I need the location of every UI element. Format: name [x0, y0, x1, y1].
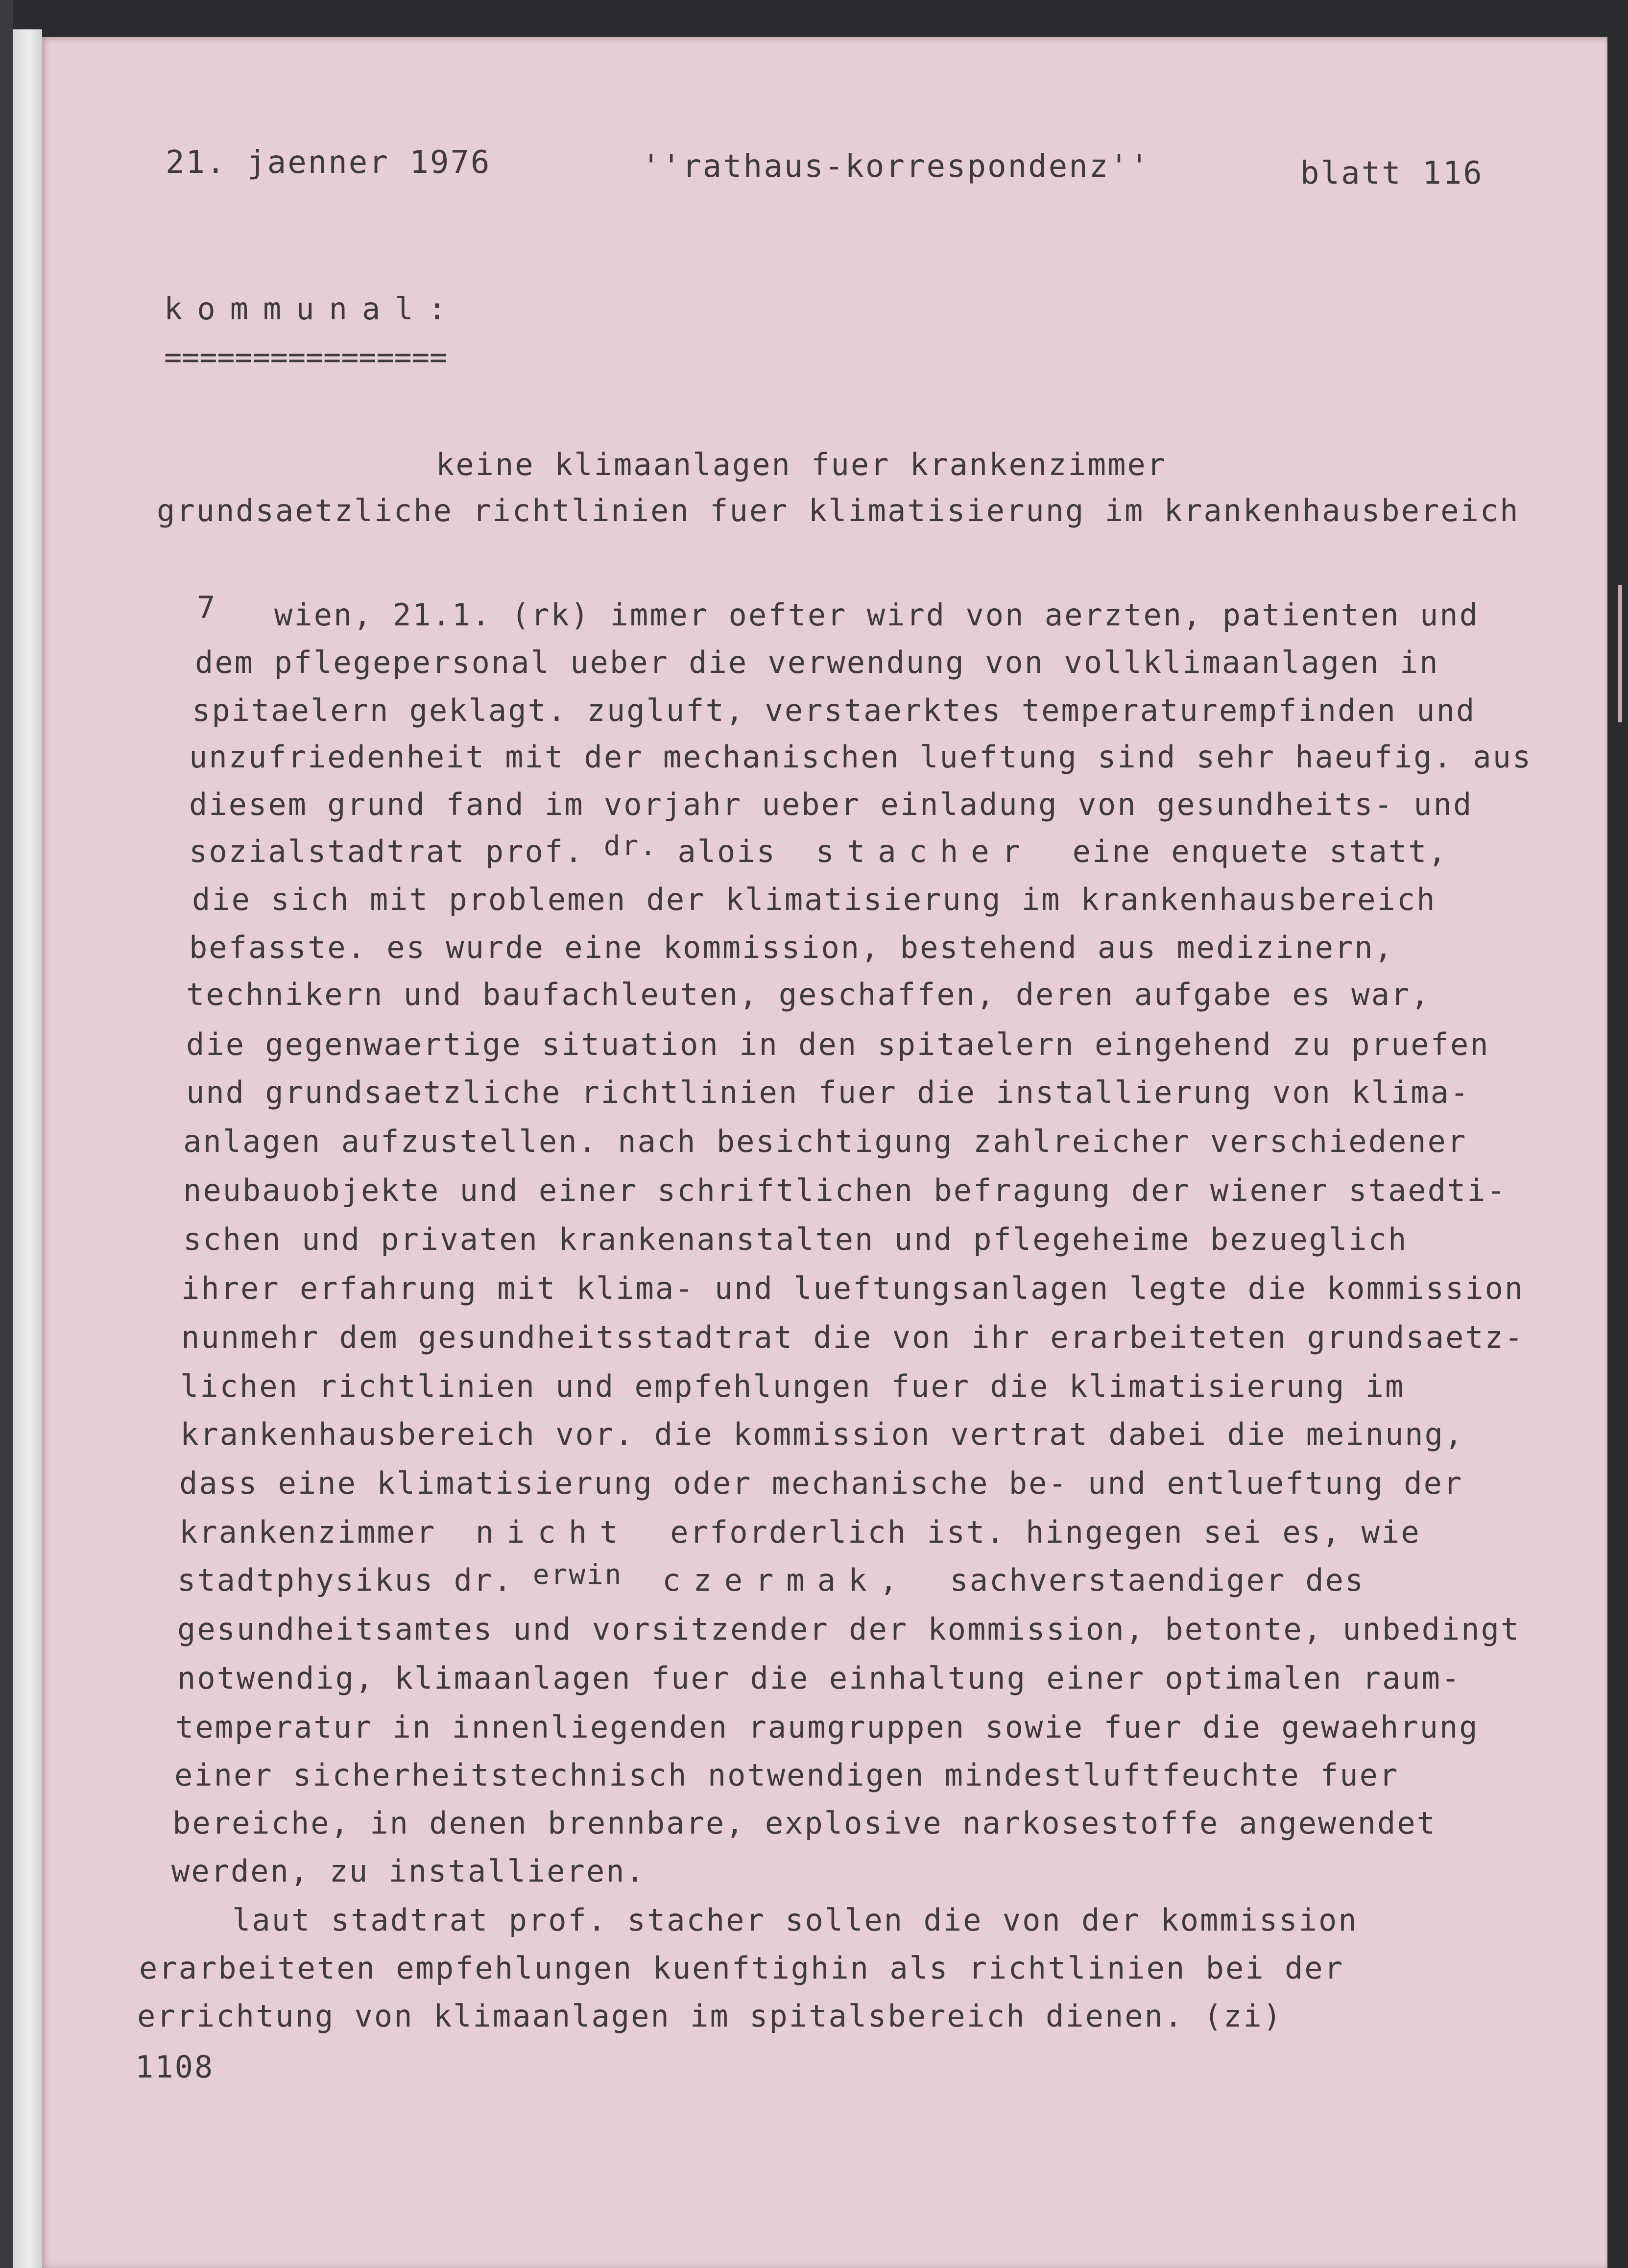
paper-edge-mark: [1618, 585, 1622, 722]
body-text: sozialstadtrat prof.: [189, 834, 584, 869]
header-publication: ''rathaus-korrespondenz'': [642, 148, 1150, 185]
body-line: technikern und baufachleuten, geschaffen, deren aufgabe es war,: [186, 977, 1431, 1012]
body-line: temperatur in innenliegenden raumgruppen sowie fuer die gewaehrung: [175, 1709, 1479, 1745]
section-underline: ================: [164, 340, 447, 375]
body-line: werden, zu installieren.: [171, 1853, 646, 1889]
body-line: gesundheitsamtes und vorsitzender der kommission, betonte, unbedingt: [177, 1611, 1521, 1647]
body-line: [177, 1559, 1365, 1598]
body-text-raised: erwin: [532, 1559, 623, 1591]
binder-edge: [0, 0, 13, 2268]
body-line: und grundsaetzliche richtlinien fuer die installierung von klima-: [186, 1074, 1470, 1110]
body-line: erarbeiteten empfehlungen kuenftighin als richtlinien bei der: [139, 1950, 1344, 1986]
body-line: spitaelern geklagt. zugluft, verstaerktes temperaturempfinden und: [192, 692, 1476, 728]
body-line: schen und privaten krankenanstalten und pflegeheime bezueglich: [183, 1221, 1408, 1257]
body-line: die sich mit problemen der klimatisierung im krankenhausbereich: [192, 882, 1436, 917]
body-line: anlagen aufzustellen. nach besichtigung zahlreicher verschiedener: [183, 1123, 1467, 1159]
body-line: lichen richtlinien und empfehlungen fuer die klimatisierung im: [180, 1368, 1405, 1404]
body-line: errichtung von klimaanlagen im spitalsbereich dienen. (zi): [137, 1998, 1283, 2034]
body-text-spaced-emphasis: nicht: [475, 1514, 631, 1550]
header-sheet-number: blatt 116: [1300, 155, 1484, 191]
body-line: unzufriedenheit mit der mechanischen lueftung sind sehr haeufig. aus: [189, 739, 1532, 775]
body-line: dass eine klimatisierung oder mechanische be- und entlueftung der: [179, 1465, 1463, 1501]
body-line: befasste. es wurde eine kommission, bestehend aus medizinern,: [189, 930, 1394, 965]
section-label: kommunal:: [164, 291, 461, 327]
header-date: 21. jaenner 1976: [166, 144, 491, 181]
body-line: laut stadtrat prof. stacher sollen die von der kommission: [232, 1902, 1358, 1938]
body-line: nunmehr dem gesundheitsstadtrat die von ihr erarbeiteten grundsaetz-: [181, 1319, 1525, 1355]
body-line: [179, 1514, 1421, 1550]
body-text: alois: [677, 834, 776, 869]
body-text-spaced-name: stacher: [815, 834, 1033, 869]
body-line: bereiche, in denen brennbare, explosive narkosestoffe angewendet: [172, 1805, 1436, 1841]
body-line: ihrer erfahrung mit klima- und lueftungsanlagen legte die kommission: [181, 1270, 1525, 1306]
body-line: einer sicherheitstechnisch notwendigen mindestluftfeuchte fuer: [174, 1757, 1399, 1793]
body-text-spaced-name: czermak,: [662, 1562, 910, 1598]
body-line: dem pflegepersonal ueber die verwendung von vollklimaanlagen in: [195, 645, 1439, 680]
body-line: notwendig, klimaanlagen fuer die einhaltung einer optimalen raum-: [177, 1660, 1461, 1696]
headline-subtitle: grundsaetzliche richtlinien fuer klimatisierung im krankenhausbereich: [157, 493, 1520, 528]
adjacent-page-edge: [13, 29, 42, 2268]
body-text: stadtphysikus dr.: [177, 1562, 513, 1598]
body-line: neubauobjekte und einer schriftlichen befragung der wiener staedti-: [183, 1172, 1507, 1208]
body-text: sachverstaendiger des: [950, 1562, 1365, 1598]
body-line: diesem grund fand im vorjahr ueber einladung von gesundheits- und: [189, 787, 1473, 822]
body-text: erforderlich ist. hingegen sei es, wie: [670, 1514, 1421, 1550]
body-line: krankenhausbereich vor. die kommission vertrat dabei die meinung,: [180, 1416, 1464, 1452]
body-line: die gegenwaertige situation in den spitaelern eingehend zu pruefen: [186, 1027, 1490, 1062]
body-text: eine enquete statt,: [1072, 834, 1448, 869]
body-text-raised: dr.: [603, 830, 658, 862]
body-text: krankenzimmer: [179, 1514, 436, 1550]
body-line: [189, 830, 1448, 869]
body-line: wien, 21.1. (rk) immer oefter wird von aerzten, patienten und: [274, 597, 1479, 633]
paragraph-marker: 7: [197, 590, 217, 625]
headline-title: keine klimaanlagen fuer krankenzimmer: [436, 447, 1167, 482]
footer-number: 1108: [135, 2049, 215, 2085]
